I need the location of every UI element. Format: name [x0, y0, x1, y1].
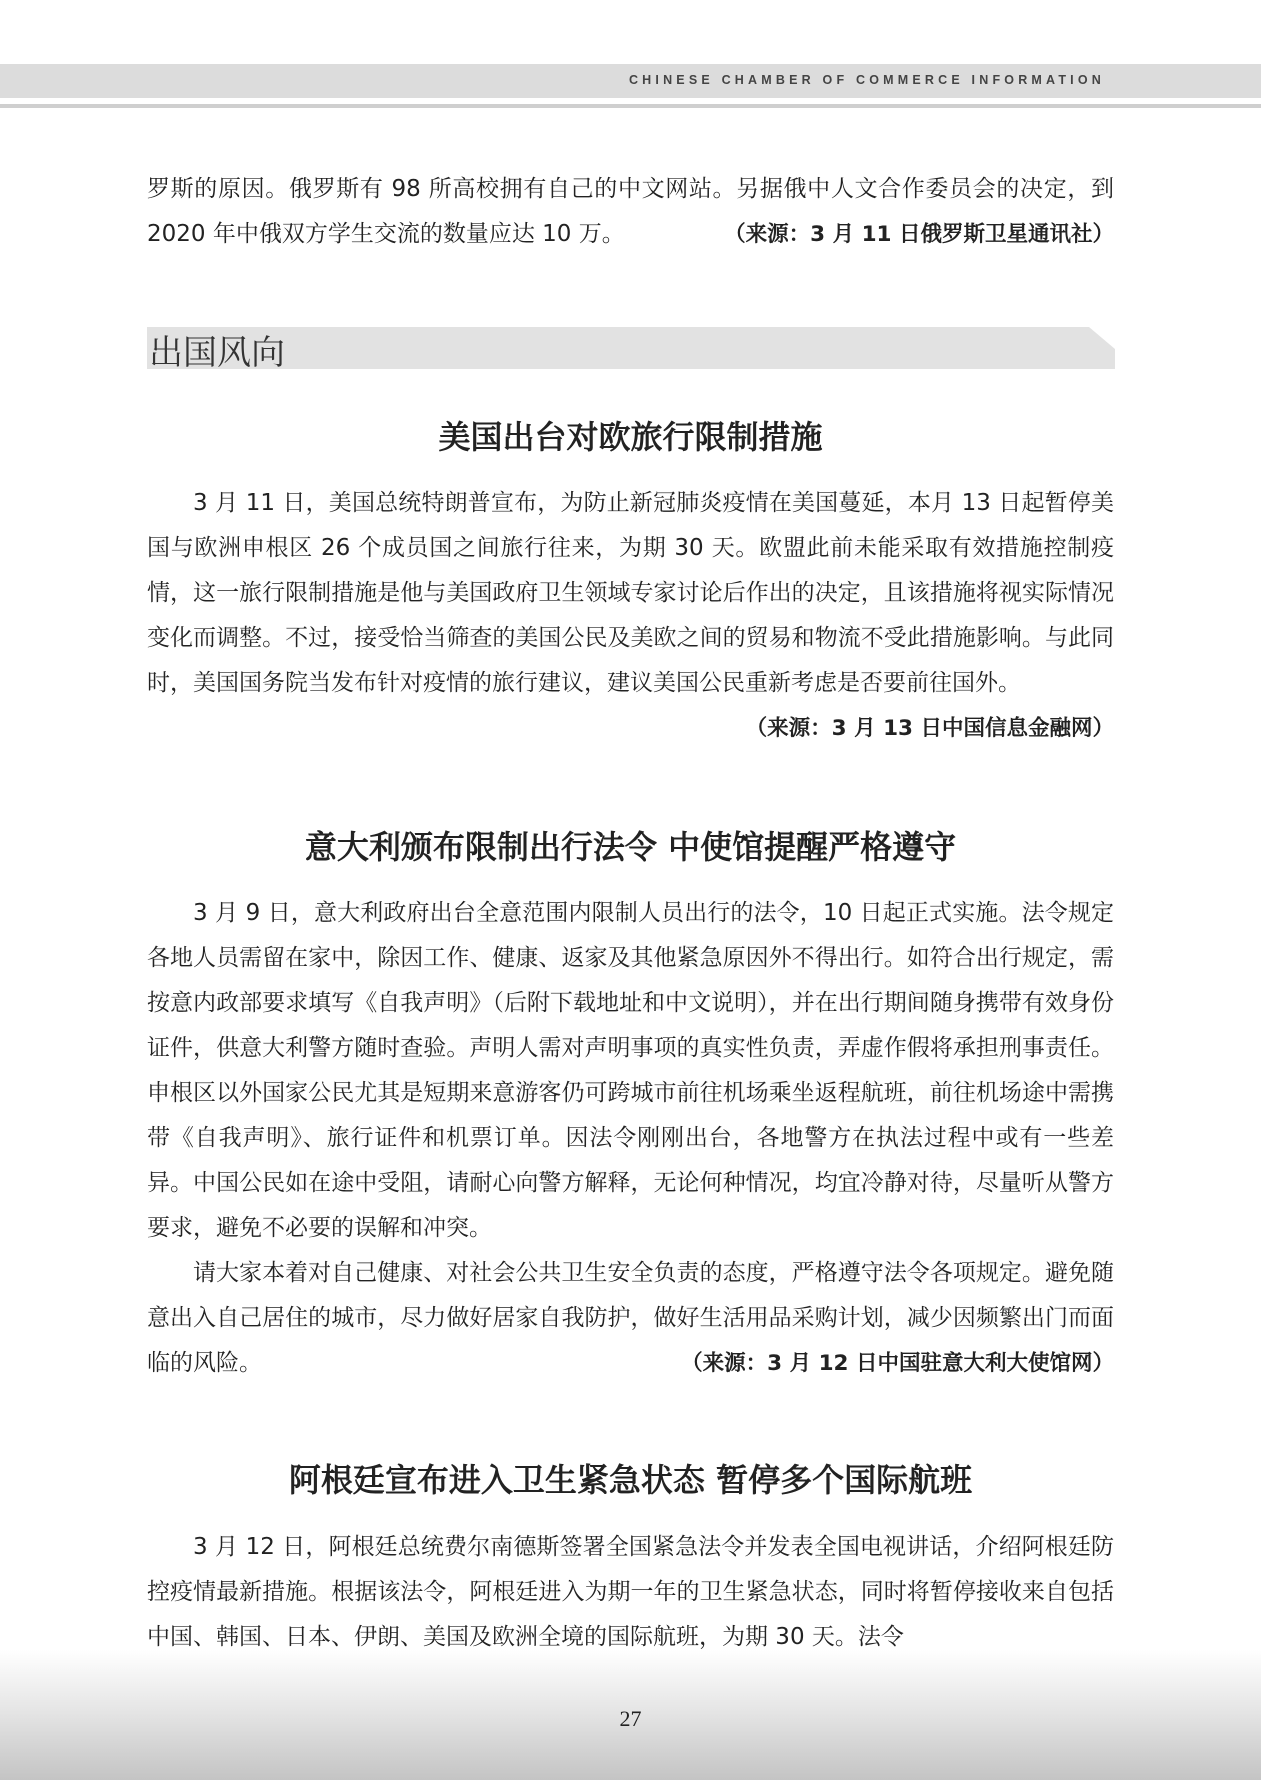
article-title: 美国出台对欧旅行限制措施	[438, 418, 823, 456]
paragraph-text: 请大家本着对自己健康、对社会公共卫生安全负责的态度，严格遵守法令各项规定。避免随意出入自己居住的城市，尽力做好居家自我防护，做好生活用品采购计划，减少因频繁出门而面临的风险。	[147, 1260, 1114, 1376]
article-paragraph: 3 月 12 日，阿根廷总统费尔南德斯签署全国紧急法令并发表全国电视讲话，介绍阿根廷防控疫情最新措施。根据该法令，阿根廷进入为期一年的卫生紧急状态，同时将暂停接收来自包括中国、韩国、日本、伊朗、美国及欧洲全境的国际航班，为期 30 天。法令	[147, 1534, 1114, 1650]
header-rule	[0, 104, 1261, 108]
article-body	[147, 481, 1114, 751]
intro-block	[147, 167, 1114, 257]
article-body	[147, 1525, 1114, 1660]
section-bar	[147, 327, 1115, 369]
intro-source: （来源：3 月 11 日俄罗斯卫星通讯社）	[724, 222, 1114, 247]
section-title: 出国风向	[149, 333, 285, 373]
paragraph-text: 3 月 11 日，美国总统特朗普宣布，为防止新冠肺炎疫情在美国蔓延，本月 13 日起暂停美国与欧洲申根区 26 个成员国之间旅行往来，为期 30 天。欧盟此前未能采取有效措施控制疫情，这一旅行限制措施是他与美国政府卫生领域专家讨论后作出的决定，且该措施将视实际情况变化而调整。不过，接受恰当筛查的美国公民及美欧之间的贸易和物流不受此措施影响。与此同时，美国国务院当发布针对疫情的旅行建议，建议美国公民重新考虑是否要前往国外。	[147, 490, 1114, 696]
article-paragraph: 3 月 9 日，意大利政府出台全意范围内限制人员出行的法令，10 日起正式实施。法令规定各地人员需留在家中，除因工作、健康、返家及其他紧急原因外不得出行。如符合出行规定，需按意内政部要求填写《自我声明》（后附下载地址和中文说明），并在出行期间随身携带有效身份证件，供意大利警方随时查验。声明人需对声明事项的真实性负责，弄虚作假将承担刑事责任。申根区以外国家公民尤其是短期来意游客仍可跨城市前往机场乘坐返程航班，前往机场途中需携带《自我声明》、旅行证件和机票订单。因法令刚刚出台，各地警方在执法过程中或有一些差异。中国公民如在途中受阻，请耐心向警方解释，无论何种情况，均宜冷静对待，尽量听从警方要求，避免不必要的误解和冲突。	[147, 900, 1114, 1241]
intro-text: 罗斯的原因。俄罗斯有 98 所高校拥有自己的中文网站。另据俄中人文合作委员会的决定，到 2020 年中俄双方学生交流的数量应达 10 万。	[147, 176, 1114, 247]
article-paragraph	[147, 481, 1114, 741]
article-title: 阿根廷宣布进入卫生紧急状态 暂停多个国际航班	[288, 1461, 973, 1499]
page-number: 27	[619, 1706, 642, 1731]
article-body	[147, 891, 1114, 1386]
publication-header: CHINESE CHAMBER OF COMMERCE INFORMATION	[628, 73, 1105, 87]
article-title: 意大利颁布限制出行法令 中使馆提醒严格遵守	[304, 828, 957, 866]
article-source: （来源：3 月 13 日中国信息金融网）	[745, 716, 1114, 741]
intro-paragraph	[147, 167, 1114, 257]
article-source: （来源：3 月 12 日中国驻意大利大使馆网）	[681, 1351, 1114, 1376]
article-paragraph	[147, 1251, 1114, 1386]
